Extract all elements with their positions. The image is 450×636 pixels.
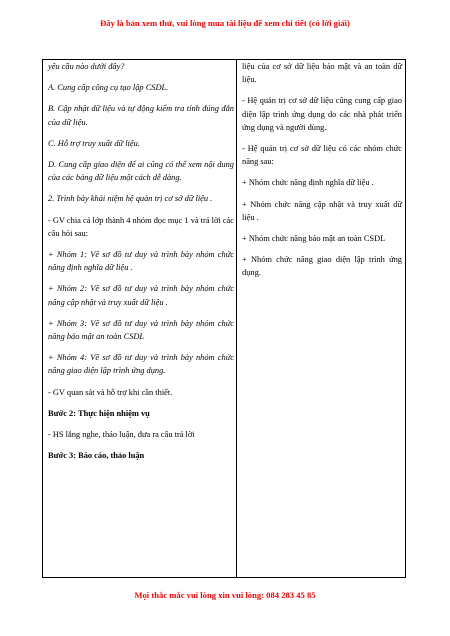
left-paragraph: yêu cầu nào dưới đây?: [48, 62, 125, 71]
left-paragraph: C. Hỗ trợ truy xuất dữ liệu.: [48, 138, 140, 148]
left-paragraph: - GV chia cả lớp thành 4 nhóm đọc mục 1 và trả lời các câu hỏi sau:: [48, 215, 234, 238]
lesson-table: [42, 59, 406, 578]
right-paragraph: - Hệ quản trị cơ sở dữ liệu cũng cung cấp giao diện lập trình ứng dụng do các nhà phát triển ứng dụng và người dùng.: [242, 96, 402, 132]
right-paragraph: + Nhóm chức năng cập nhật và truy xuất dữ liệu .: [242, 199, 402, 222]
right-paragraph: + Nhóm chức năng định nghĩa dữ liệu .: [242, 178, 374, 188]
right-paragraph: - Hệ quản trị cơ sở dữ liệu có các nhóm chức năng sau:: [242, 144, 402, 167]
left-paragraph: - GV quan sát và hỗ trợ khi cần thiết.: [48, 387, 173, 397]
left-paragraph: A. Cung cấp công cụ tạo lập CSDL.: [48, 83, 169, 93]
right-paragraph: + Nhóm chức năng bảo mật an toàn CSDL: [242, 234, 386, 244]
column-divider: [236, 60, 237, 577]
left-paragraph: D. Cung cấp giao diện để ai cũng có thể xem nội dung của các bảng dữ liệu một cách dễ dàng.: [48, 160, 234, 183]
left-paragraph: 2. Trình bày khái niệm hệ quản trị cơ sở dữ liệu .: [48, 194, 213, 204]
right-paragraph: liệu của cơ sở dữ liệu bảo mật và an toàn dữ liệu.: [242, 62, 402, 85]
left-paragraph: + Nhóm 1: Vẽ sơ đồ tư duy và trình bày nhóm chức năng định nghĩa dữ liệu .: [48, 250, 234, 273]
left-paragraph: + Nhóm 3: Vẽ sơ đồ tư duy và trình bày nhóm chức năng bảo mật an toàn CSDL: [48, 318, 234, 342]
step-heading: Bước 3: Báo cáo, thảo luận: [48, 451, 145, 461]
left-paragraph: + Nhóm 4: Vẽ sơ đồ tư duy và trình bày nhóm chức năng giao diện lập trình ứng dụng.: [48, 353, 234, 376]
step-heading: Bước 2: Thực hiện nhiệm vụ: [48, 408, 150, 418]
right-paragraph: + Nhóm chức năng giao diện lập trình ứng dụng.: [242, 255, 402, 278]
teacher-activity-column: [48, 60, 234, 470]
contact-footer: Mọi thắc mắc vui lòng xin vui lòng: 084 283 45 85: [134, 590, 316, 600]
expected-result-column: [242, 60, 402, 288]
left-paragraph: B. Cập nhật dữ liệu và tự động kiểm tra tính đúng đắn của dữ liệu.: [48, 104, 234, 127]
left-paragraph: + Nhóm 2: Vẽ sơ đồ tư duy và trình bày nhóm chức năng cập nhật và truy xuất dữ liệu .: [48, 284, 234, 307]
preview-notice-banner: Đây là bản xem thử, vui lòng mua tài liệu để xem chi tiết (có lời giải): [100, 18, 350, 28]
left-paragraph: - HS lắng nghe, thảo luận, đưa ra câu trả lời: [48, 430, 195, 440]
